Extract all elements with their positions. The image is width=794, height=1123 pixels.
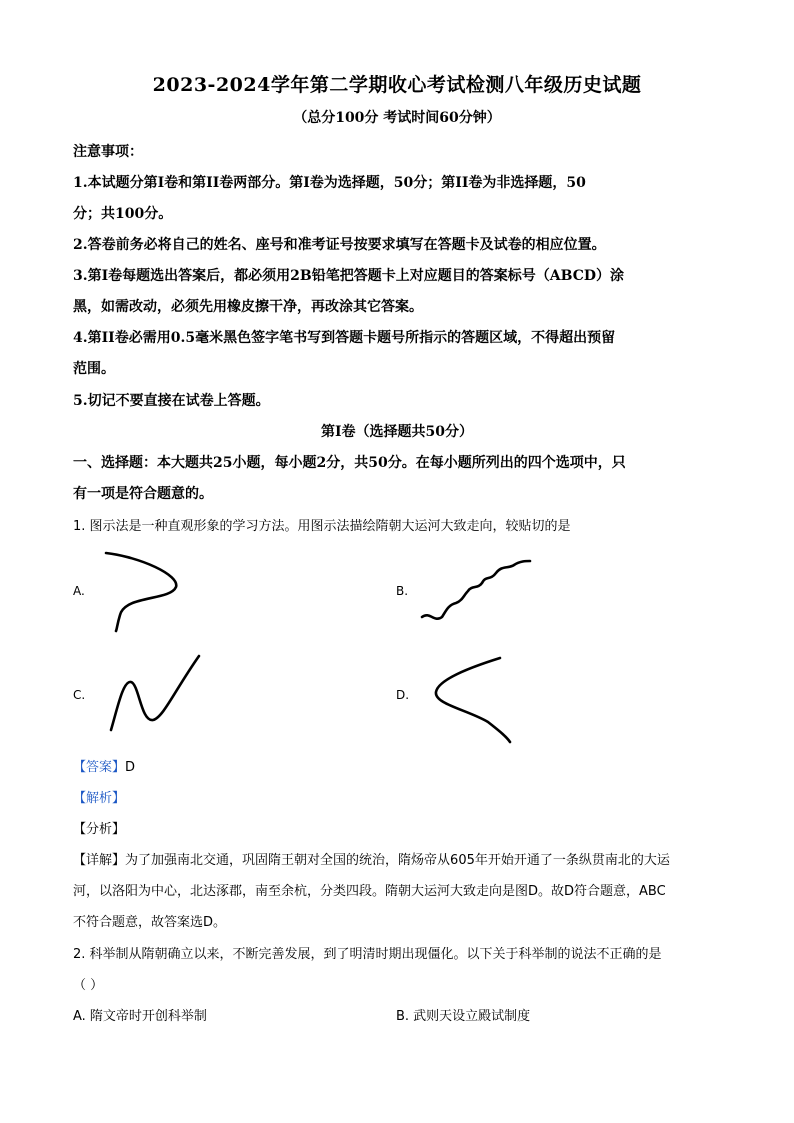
- notice-line: 分；共100分。: [73, 206, 173, 222]
- answer-tag: 答案: [86, 760, 113, 775]
- part1-heading: 第Ⅰ卷（选择题共50分）: [320, 424, 474, 440]
- detail-tag: 详解: [86, 853, 113, 868]
- analyze-tag: 分析: [86, 822, 113, 837]
- option-a-label: A.: [73, 584, 85, 598]
- answer-value: D: [125, 760, 136, 775]
- part1-instruction: 一、选择题：本大题共25小题，每小题2分，共50分。在每小题所列出的四个选项中，只: [73, 455, 626, 471]
- part1-instruction: 有一项是符合题意的。: [73, 486, 213, 502]
- analysis-tag: 解析: [86, 791, 113, 806]
- notice-line: 黑，如需改动，必须先用橡皮擦干净，再改涂其它答案。: [73, 299, 423, 315]
- analysis-line: 【解析】: [73, 791, 126, 806]
- exam-subtitle: （总分100分 考试时间60分钟）: [293, 110, 501, 126]
- detail-text: 河，以洛阳为中心，北达涿郡，南至余杭，分类四段。隋朝大运河大致走向是图D。故D符合题意，ABC: [73, 884, 666, 899]
- notice-line: 3.第Ⅰ卷每题选出答案后，都必须用2B铅笔把答题卡上对应题目的答案标号（ABCD）涂: [73, 268, 624, 284]
- question-2-option-a: A. 隋文帝时开创科举制: [73, 1009, 207, 1024]
- notice-line: 2.答卷前务必将自己的姓名、座号和准考证号按要求填写在答题卡及试卷的相应位置。: [73, 237, 606, 253]
- detail-line: 【详解】为了加强南北交通，巩固隋王朝对全国的统治，隋炀帝从605年开始开通了一条纵贯南北的大运: [73, 853, 670, 868]
- notice-line: 1.本试题分第Ⅰ卷和第II卷两部分。第Ⅰ卷为选择题，50分；第II卷为非选择题，50: [73, 175, 586, 191]
- option-c-label: C.: [73, 688, 86, 702]
- option-d-curve: [428, 652, 518, 747]
- detail-text: 不符合题意，故答案选D。: [73, 915, 227, 930]
- option-d-label: D.: [396, 688, 410, 702]
- question-2-option-b: B. 武则天设立殿试制度: [396, 1009, 531, 1024]
- exam-title: 2023-2024学年第二学期收心考试检测八年级历史试题: [152, 74, 642, 96]
- detail-text: 为了加强南北交通，巩固隋王朝对全国的统治，隋炀帝从605年开始开通了一条纵贯南北的大运: [125, 853, 670, 868]
- notice-line: 范围。: [73, 361, 115, 377]
- notice-line: 5.切记不要直接在试卷上答题。: [73, 393, 270, 409]
- option-a-curve: [100, 545, 190, 640]
- question-2-stem: 2. 科举制从隋朝确立以来，不断完善发展，到了明清时期出现僵化。以下关于科举制的说法不正确的是: [73, 947, 662, 962]
- question-2-blank: （ ）: [73, 978, 104, 993]
- option-b-curve: [418, 555, 536, 630]
- option-c-curve: [103, 650, 207, 736]
- option-b-label: B.: [396, 584, 409, 598]
- notice-line: 4.第II卷必需用0.5毫米黑色签字笔书写到答题卡题号所指示的答题区域，不得超出预留: [73, 330, 616, 346]
- answer-line: 【答案】D: [73, 760, 136, 775]
- notice-heading: 注意事项：: [73, 144, 143, 160]
- analyze-line: 【分析】: [73, 822, 126, 837]
- question-1-stem: 1. 图示法是一种直观形象的学习方法。用图示法描绘隋朝大运河大致走向，较贴切的是: [73, 519, 571, 534]
